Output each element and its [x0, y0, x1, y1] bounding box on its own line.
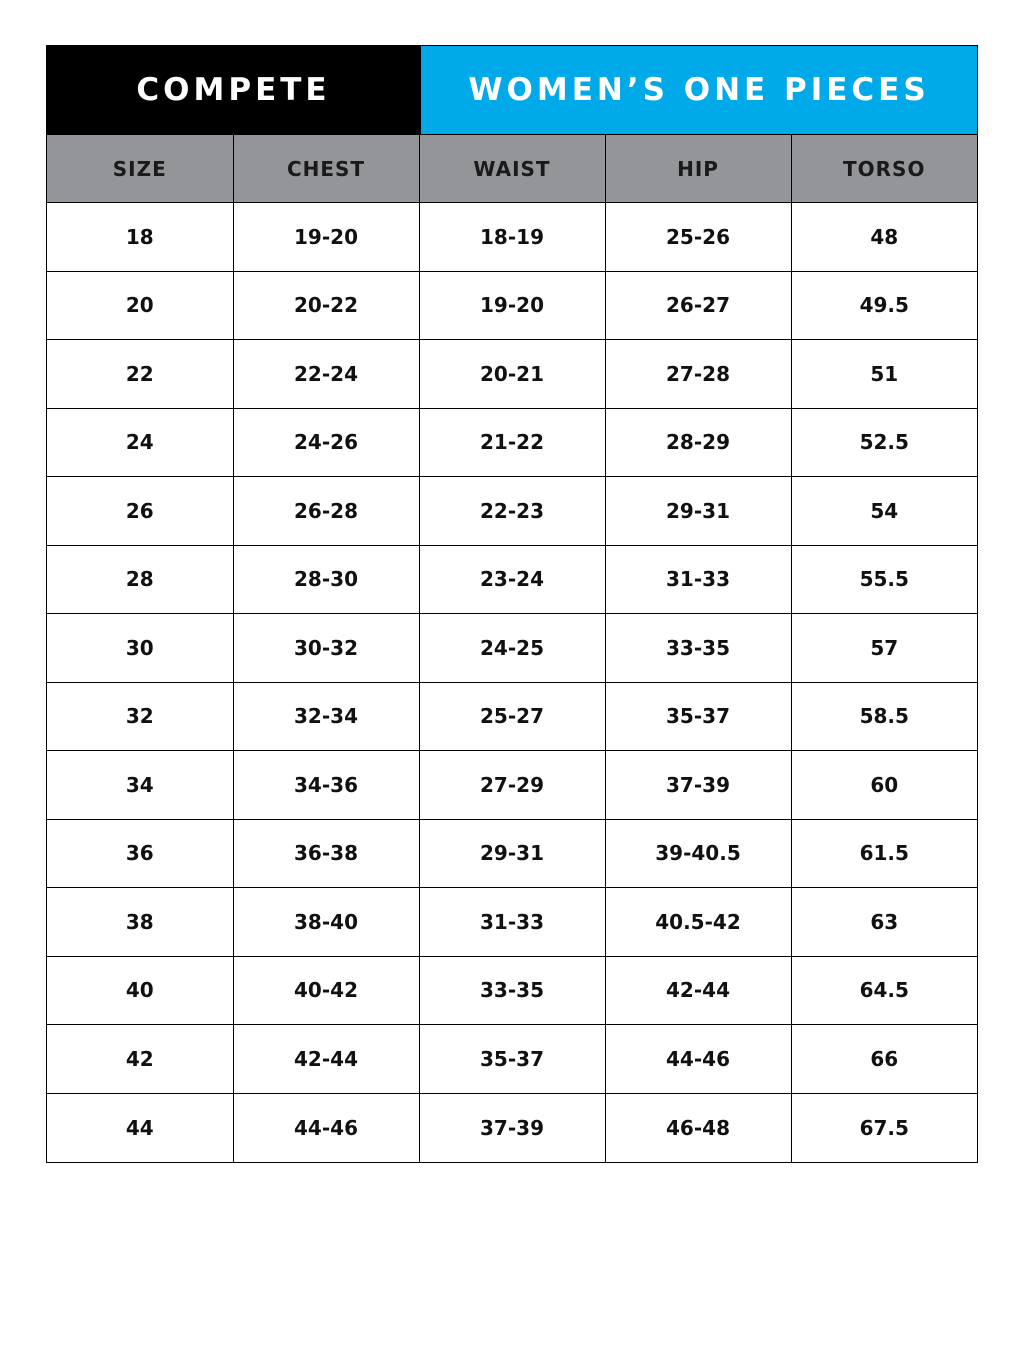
- chest-cell: 34-36: [233, 751, 419, 820]
- torso-cell: 67.5: [791, 1093, 977, 1162]
- table-row: [47, 1025, 977, 1094]
- table-row: [47, 819, 977, 888]
- size-cell: 36: [47, 819, 233, 888]
- hip-cell: 35-37: [605, 682, 791, 751]
- torso-cell: 54: [791, 477, 977, 546]
- chest-cell: 42-44: [233, 1025, 419, 1094]
- table-row: [47, 340, 977, 409]
- size-cell: 40: [47, 956, 233, 1025]
- torso-cell: 64.5: [791, 956, 977, 1025]
- table-row: [47, 408, 977, 477]
- waist-cell: 35-37: [419, 1025, 605, 1094]
- hip-cell: 26-27: [605, 271, 791, 340]
- size-cell: 30: [47, 614, 233, 683]
- torso-cell: 61.5: [791, 819, 977, 888]
- column-header-chest: CHEST: [233, 135, 419, 203]
- column-header-hip: HIP: [605, 135, 791, 203]
- hip-cell: 44-46: [605, 1025, 791, 1094]
- size-cell: 20: [47, 271, 233, 340]
- torso-cell: 52.5: [791, 408, 977, 477]
- chart-banner: [47, 46, 977, 134]
- waist-cell: 20-21: [419, 340, 605, 409]
- table-row: [47, 682, 977, 751]
- column-header-torso: TORSO: [791, 135, 977, 203]
- table-row: [47, 956, 977, 1025]
- chest-cell: 30-32: [233, 614, 419, 683]
- column-header-waist: WAIST: [419, 135, 605, 203]
- torso-cell: 66: [791, 1025, 977, 1094]
- waist-cell: 21-22: [419, 408, 605, 477]
- chest-cell: 26-28: [233, 477, 419, 546]
- waist-cell: 22-23: [419, 477, 605, 546]
- header-row: [47, 135, 977, 203]
- size-cell: 22: [47, 340, 233, 409]
- waist-cell: 23-24: [419, 545, 605, 614]
- hip-cell: 28-29: [605, 408, 791, 477]
- hip-cell: 25-26: [605, 203, 791, 272]
- chest-cell: 22-24: [233, 340, 419, 409]
- size-cell: 26: [47, 477, 233, 546]
- size-cell: 38: [47, 888, 233, 957]
- chest-cell: 19-20: [233, 203, 419, 272]
- size-cell: 34: [47, 751, 233, 820]
- size-chart: [46, 45, 978, 1163]
- torso-cell: 49.5: [791, 271, 977, 340]
- chest-cell: 32-34: [233, 682, 419, 751]
- chest-cell: 24-26: [233, 408, 419, 477]
- size-cell: 18: [47, 203, 233, 272]
- size-cell: 24: [47, 408, 233, 477]
- hip-cell: 40.5-42: [605, 888, 791, 957]
- chest-cell: 20-22: [233, 271, 419, 340]
- category-title: WOMEN’S ONE PIECES: [420, 46, 977, 134]
- waist-cell: 27-29: [419, 751, 605, 820]
- chest-cell: 44-46: [233, 1093, 419, 1162]
- hip-cell: 37-39: [605, 751, 791, 820]
- torso-cell: 58.5: [791, 682, 977, 751]
- torso-cell: 48: [791, 203, 977, 272]
- torso-cell: 60: [791, 751, 977, 820]
- chest-cell: 28-30: [233, 545, 419, 614]
- waist-cell: 29-31: [419, 819, 605, 888]
- chest-cell: 36-38: [233, 819, 419, 888]
- hip-cell: 39-40.5: [605, 819, 791, 888]
- waist-cell: 37-39: [419, 1093, 605, 1162]
- waist-cell: 31-33: [419, 888, 605, 957]
- table-row: [47, 271, 977, 340]
- torso-cell: 63: [791, 888, 977, 957]
- chest-cell: 40-42: [233, 956, 419, 1025]
- hip-cell: 42-44: [605, 956, 791, 1025]
- waist-cell: 24-25: [419, 614, 605, 683]
- table-row: [47, 545, 977, 614]
- column-header-size: SIZE: [47, 135, 233, 203]
- hip-cell: 46-48: [605, 1093, 791, 1162]
- torso-cell: 51: [791, 340, 977, 409]
- waist-cell: 33-35: [419, 956, 605, 1025]
- table-row: [47, 888, 977, 957]
- table-row: [47, 203, 977, 272]
- table-row: [47, 751, 977, 820]
- table-row: [47, 477, 977, 546]
- size-cell: 32: [47, 682, 233, 751]
- chest-cell: 38-40: [233, 888, 419, 957]
- table-row: [47, 614, 977, 683]
- brand-title: COMPETE: [47, 46, 420, 134]
- waist-cell: 19-20: [419, 271, 605, 340]
- hip-cell: 31-33: [605, 545, 791, 614]
- table-body: [47, 203, 977, 1162]
- hip-cell: 27-28: [605, 340, 791, 409]
- hip-cell: 29-31: [605, 477, 791, 546]
- torso-cell: 57: [791, 614, 977, 683]
- size-cell: 28: [47, 545, 233, 614]
- size-cell: 44: [47, 1093, 233, 1162]
- size-cell: 42: [47, 1025, 233, 1094]
- torso-cell: 55.5: [791, 545, 977, 614]
- waist-cell: 18-19: [419, 203, 605, 272]
- table-row: [47, 1093, 977, 1162]
- waist-cell: 25-27: [419, 682, 605, 751]
- hip-cell: 33-35: [605, 614, 791, 683]
- size-table: [47, 134, 977, 1162]
